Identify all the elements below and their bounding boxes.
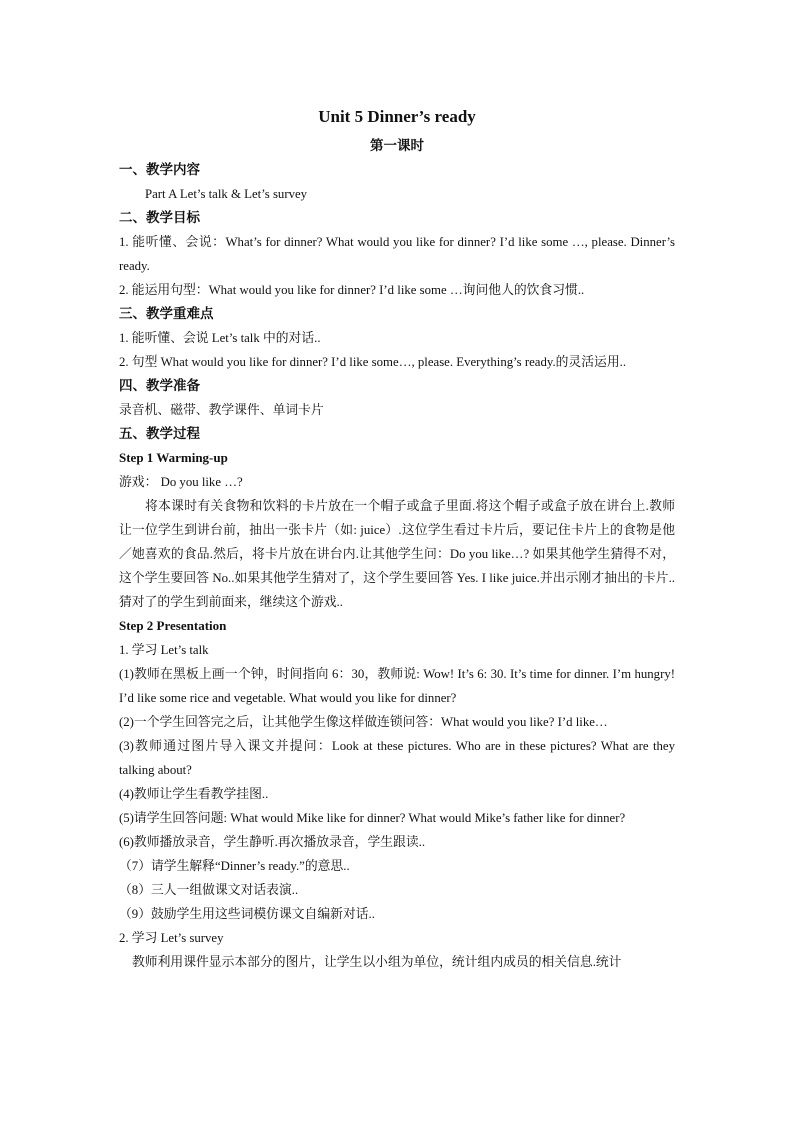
section-heading-prep: 四、教学准备 <box>119 378 200 394</box>
step-2-paragraph-7: （7）请学生解释“Dinner’s ready.”的意思.. <box>119 859 350 873</box>
step-1-game: 游戏： Do you like …? <box>119 475 243 489</box>
step-2-paragraph-8: （8）三人一组做课文对话表演.. <box>119 883 299 897</box>
step-2-paragraph-1: (1)教师在黑板上画一个钟，时间指向 6：30，教师说: Wow! It’s 6: 30. It’s time for dinner. I’m hungry! I’d like some rice and vegetable. What would you like for dinner? <box>119 667 675 705</box>
keypoint-item-1: 1. 能听懂、会说 Let’s talk 中的对话.. <box>119 331 321 345</box>
lesson-subtitle: 第一课时 <box>370 138 424 153</box>
section-heading-content: 一、教学内容 <box>119 162 200 178</box>
step-2-paragraph-3: (3)教师通过图片导入课文并提问：Look at these pictures. Who are in these pictures? What are they talking about? <box>119 739 675 777</box>
step-1-title: Step 1 Warming-up <box>119 450 228 465</box>
document-page <box>119 104 675 974</box>
step-2-paragraph-4: (4)教师让学生看教学挂图.. <box>119 787 269 801</box>
step-1-description: 将本课时有关食物和饮料的卡片放在一个帽子或盒子里面.将这个帽子或盒子放在讲台上.教师让一位学生到讲台前，抽出一张卡片（如: juice）.这位学生看过卡片后，要记住卡片上的食物是他／她喜欢的食品.然后，将卡片放在讲台内.让其他学生问：Do you like…? 如果其他学生猜得不对，这个学生要回答 No..如果其他学生猜对了，这个学生要回答 Yes. I like juice.并出示刚才抽出的卡片..猜对了的学生到前面来，继续这个游戏.. <box>119 499 675 609</box>
prep-text: 录音机、磁带、教学课件、单词卡片 <box>119 403 324 417</box>
step-2-subsection-1: 1. 学习 Let’s talk <box>119 643 209 657</box>
step-2-subsection-2: 2. 学习 Let’s survey <box>119 931 224 945</box>
step-2-paragraph-10: 教师利用课件显示本部分的图片，让学生以小组为单位，统计组内成员的相关信息.统计 <box>132 955 622 969</box>
page-title: Unit 5 Dinner’s ready <box>318 107 476 126</box>
step-2-paragraph-9: （9）鼓励学生用这些词模仿课文自编新对话.. <box>119 907 375 921</box>
section-heading-process: 五、教学过程 <box>119 426 200 442</box>
section-heading-keypoints: 三、教学重难点 <box>119 306 214 322</box>
step-2-title: Step 2 Presentation <box>119 618 227 633</box>
step-2-paragraph-6: (6)教师播放录音，学生静听.再次播放录音，学生跟读.. <box>119 835 426 849</box>
goal-item-2: 2. 能运用句型：What would you like for dinner? I’d like some …询问他人的饮食习惯.. <box>119 283 585 297</box>
step-2-paragraph-2: (2)一个学生回答完之后，让其他学生像这样做连锁问答：What would you like? I’d like… <box>119 715 608 729</box>
keypoint-item-2: 2. 句型 What would you like for dinner? I’d like some…, please. Everything’s ready.的灵活运用.. <box>119 355 627 369</box>
content-text: Part A Let’s talk & Let’s survey <box>145 187 308 201</box>
section-heading-goals: 二、教学目标 <box>119 210 200 226</box>
step-2-paragraph-5: (5)请学生回答问题: What would Mike like for dinner? What would Mike’s father like for dinner? <box>119 811 626 825</box>
goal-item-1: 1. 能听懂、会说：What’s for dinner? What would you like for dinner? I’d like some …, please. Dinner’s ready. <box>119 235 675 273</box>
